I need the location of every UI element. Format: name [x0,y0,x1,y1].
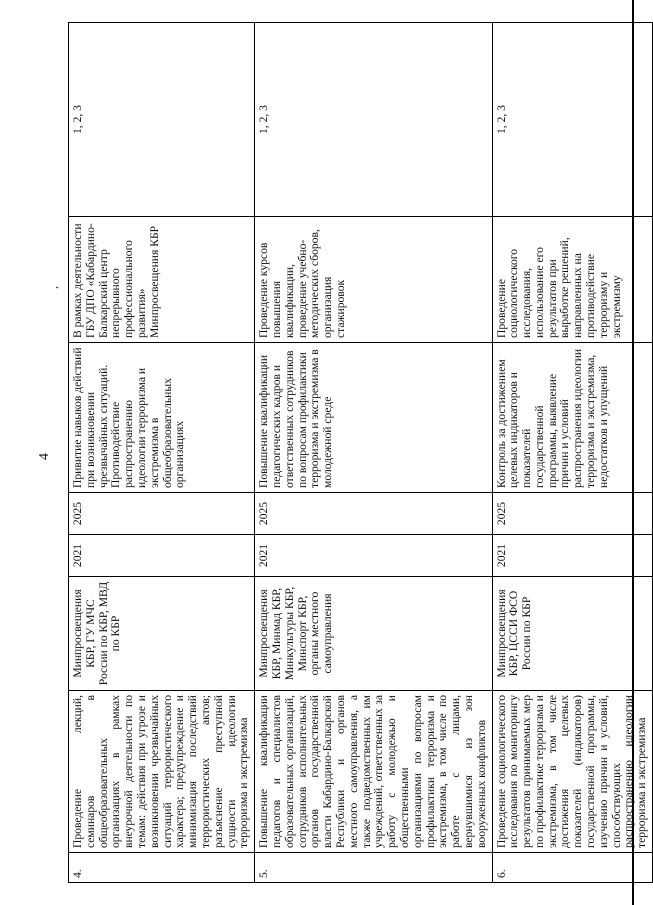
indicator-codes: 1, 2, 3 [492,23,653,217]
table-row [69,23,255,883]
end-year: 2025 [492,493,653,535]
row-number: 6. [492,853,653,883]
start-year: 2021 [492,535,653,577]
expected-result: Привитие навыков действий при возникновении чрезвычайных ситуаций. Противодействие распространению идеологии терроризма и экстремизма в общеобразовательных организациях [69,343,255,493]
indicator-codes: 1, 2, 3 [69,23,255,217]
row-number: 4. [69,853,255,883]
measure-description: Проведение социологического исследования по мониторингу результатов принимаемых мер по профилактике терроризма и экстремизма, в том числе достижения целевых показателей (индикаторов) государственной программы, изучению причин и условий, способствующих распространению идеологии терроризма и экстремизма [492,691,653,853]
implementation-mechanism: В рамках деятельности ГБУ ДПО «Кабардино-Балкарский центр непрерывного профессионального развития» Минпросвещения КБР [69,217,255,343]
executors-cell: Минпросвещения КБР, Минмад КБР, Минкультуры КБР, Минспорт КБР, органы местного самоуправления [255,577,492,691]
page-number: 4 [37,453,52,460]
implementation-mechanism: Проведение курсов повышения квалификации, проведение учебно-методических сборов, организация стажировок [255,217,492,343]
indicator-codes: 1, 2, 3 [255,23,492,217]
expected-result: Контроль за достижением целевых индикаторов и показателей государственной программы, выявление причин и условий распространения идеологии терроризма и экстремизма, недостатков и упущений [492,343,653,493]
margin-mark: , [46,286,60,289]
implementation-mechanism: Проведение социологического исследования, использование его результатов при выработке решений, направленных на противодействие терроризму и экстремизму [492,217,653,343]
end-year: 2025 [69,493,255,535]
end-year: 2025 [255,493,492,535]
measure-description: Проведение лекций, семинаров в общеобразовательных организациях в рамках внеурочной деятельности по темам: действия при угрозе и возникновении чрезвычайных ситуаций террористического характера; предупреждение и минимизация последствий террористических актов; разъяснение преступной сущности идеологии терроризма и экстремизма [69,691,255,853]
expected-result: Повышение квалификации педагогических кадров и ответственных сотрудников по вопросам профилактики терроризма и экстремизма в молодежной среде [255,343,492,493]
executors-cell: Минпросвещения КБР, ГУ МЧС России по КБР, МВД по КБР [69,577,255,691]
table-row [255,23,492,883]
measures-table [68,22,653,883]
row-number: 5. [255,853,492,883]
table-row [492,23,653,883]
start-year: 2021 [255,535,492,577]
start-year: 2021 [69,535,255,577]
measure-description: Повышение квалификации педагогов и специалистов образовательных организаций, сотрудников исполнительных органов государственной власти Кабардино-Балкарской Республики и органов местного самоуправления, а также подведомственных им учреждений, ответственных за работу с молодежью и общественными организациями по вопросам профилактики терроризма и экстремизма, в том числе по работе с лицами, вернувшимися из зон вооруженных конфликтов [255,691,492,853]
executors-cell: Минпросвещения КБР, ЦССИ ФСО России по КБР [492,577,653,691]
